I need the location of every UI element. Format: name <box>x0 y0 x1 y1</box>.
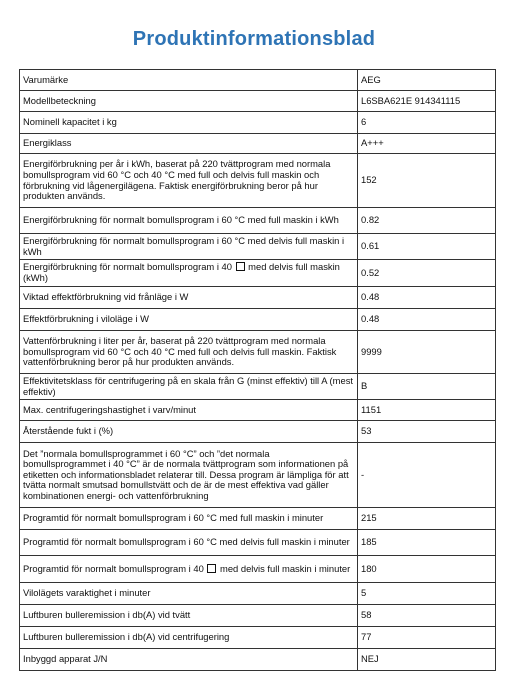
row-value: 0.48 <box>358 287 496 309</box>
table-row <box>20 583 496 605</box>
table-row <box>20 208 496 234</box>
table-row <box>20 508 496 530</box>
row-label: Återstående fukt i (%) <box>20 421 358 443</box>
row-label-start: Energiförbrukning för normalt bomullsprogram i 40 <box>23 261 235 273</box>
table-row <box>20 134 496 154</box>
row-label: Energiförbrukning per år i kWh, baserat på 220 tvättprogram med normala bomullsprogram vid 60 °C och 40 °C med full och delvis full maskin och förbrukning vid lågenergilägena. Faktisk energiförbrukning beror på hur produkten används. <box>20 154 358 208</box>
row-label: Det ”normala bomullsprogrammet i 60 °C” och ”det normala bomullsprogrammet i 40 °C” är de normala tvättprogram som informationen på etiketten och informationsbladet relaterar till. Dessa program är lämpliga för att tvätta normalt smutsad bomullstvätt och de är de mest effektiva vad gäller kombinationen energi- och vattenförbrukning <box>20 443 358 508</box>
page-title: Produktinformationsblad <box>132 28 376 50</box>
row-value: A+++ <box>358 134 496 154</box>
row-label: Viktad effektförbrukning vid frånläge i W <box>20 287 358 309</box>
row-value: 0.48 <box>358 309 496 331</box>
row-label <box>20 556 358 583</box>
row-value: 77 <box>358 627 496 649</box>
row-value: L6SBA621E 914341115 <box>358 91 496 112</box>
table-row <box>20 443 496 508</box>
row-value: 1151 <box>358 400 496 421</box>
table-row <box>20 649 496 671</box>
table-row <box>20 91 496 112</box>
row-value: 5 <box>358 583 496 605</box>
row-value: 53 <box>358 421 496 443</box>
product-info-table <box>19 69 496 671</box>
row-label: Vattenförbrukning i liter per år, baserat på 220 tvättprogram med normala bomullsprogram vid 60 °C och 40 °C med full och delvis full maskin. Faktisk vattenförbrukning beror på hur produkten används. <box>20 331 358 374</box>
row-value: 0.61 <box>358 234 496 260</box>
row-label: Effektförbrukning i viloläge i W <box>20 309 358 331</box>
row-label: Energiförbrukning för normalt bomullsprogram i 60 °C med full maskin i kWh <box>20 208 358 234</box>
row-value: 0.52 <box>358 260 496 287</box>
square-symbol-icon <box>236 262 245 271</box>
table-row <box>20 112 496 134</box>
row-label: Programtid för normalt bomullsprogram i 60 °C med full maskin i minuter <box>20 508 358 530</box>
table-row <box>20 627 496 649</box>
row-value: 0.82 <box>358 208 496 234</box>
row-value: NEJ <box>358 649 496 671</box>
table-row <box>20 556 496 583</box>
table-row <box>20 605 496 627</box>
row-label: Nominell kapacitet i kg <box>20 112 358 134</box>
row-value: 152 <box>358 154 496 208</box>
table-row <box>20 234 496 260</box>
table-row <box>20 70 496 91</box>
row-value: B <box>358 374 496 400</box>
row-label: Inbyggd apparat J/N <box>20 649 358 671</box>
row-label <box>20 260 358 287</box>
row-label-start: Programtid för normalt bomullsprogram i 40 <box>23 562 207 574</box>
table-row <box>20 309 496 331</box>
table-row <box>20 374 496 400</box>
table-row <box>20 530 496 556</box>
row-label: Luftburen bulleremission i db(A) vid centrifugering <box>20 627 358 649</box>
row-label-end: med delvis full maskin i minuter <box>217 562 351 574</box>
row-value: - <box>358 443 496 508</box>
row-label: Max. centrifugeringshastighet i varv/minut <box>20 400 358 421</box>
row-label: Vilolägets varaktighet i minuter <box>20 583 358 605</box>
table-row <box>20 421 496 443</box>
row-label: Energiförbrukning för normalt bomullsprogram i 60 °C med delvis full maskin i kWh <box>20 234 358 260</box>
table-row <box>20 331 496 374</box>
row-value: 6 <box>358 112 496 134</box>
table-row <box>20 287 496 309</box>
row-label: Modellbeteckning <box>20 91 358 112</box>
row-value: 58 <box>358 605 496 627</box>
square-symbol-icon <box>207 564 216 573</box>
row-label: Effektivitetsklass för centrifugering på en skala från G (minst effektiv) till A (mest effektiv) <box>20 374 358 400</box>
row-value: 215 <box>358 508 496 530</box>
row-value: AEG <box>358 70 496 91</box>
row-label: Energiklass <box>20 134 358 154</box>
row-label-end: med delvis full maskin (kWh) <box>23 261 340 283</box>
table-row <box>20 154 496 208</box>
row-value: 185 <box>358 530 496 556</box>
row-value: 9999 <box>358 331 496 374</box>
table-row <box>20 400 496 421</box>
row-label: Luftburen bulleremission i db(A) vid tvätt <box>20 605 358 627</box>
row-label: Programtid för normalt bomullsprogram i 60 °C med delvis full maskin i minuter <box>20 530 358 556</box>
row-value: 180 <box>358 556 496 583</box>
table-row <box>20 260 496 287</box>
row-label: Varumärke <box>20 70 358 91</box>
